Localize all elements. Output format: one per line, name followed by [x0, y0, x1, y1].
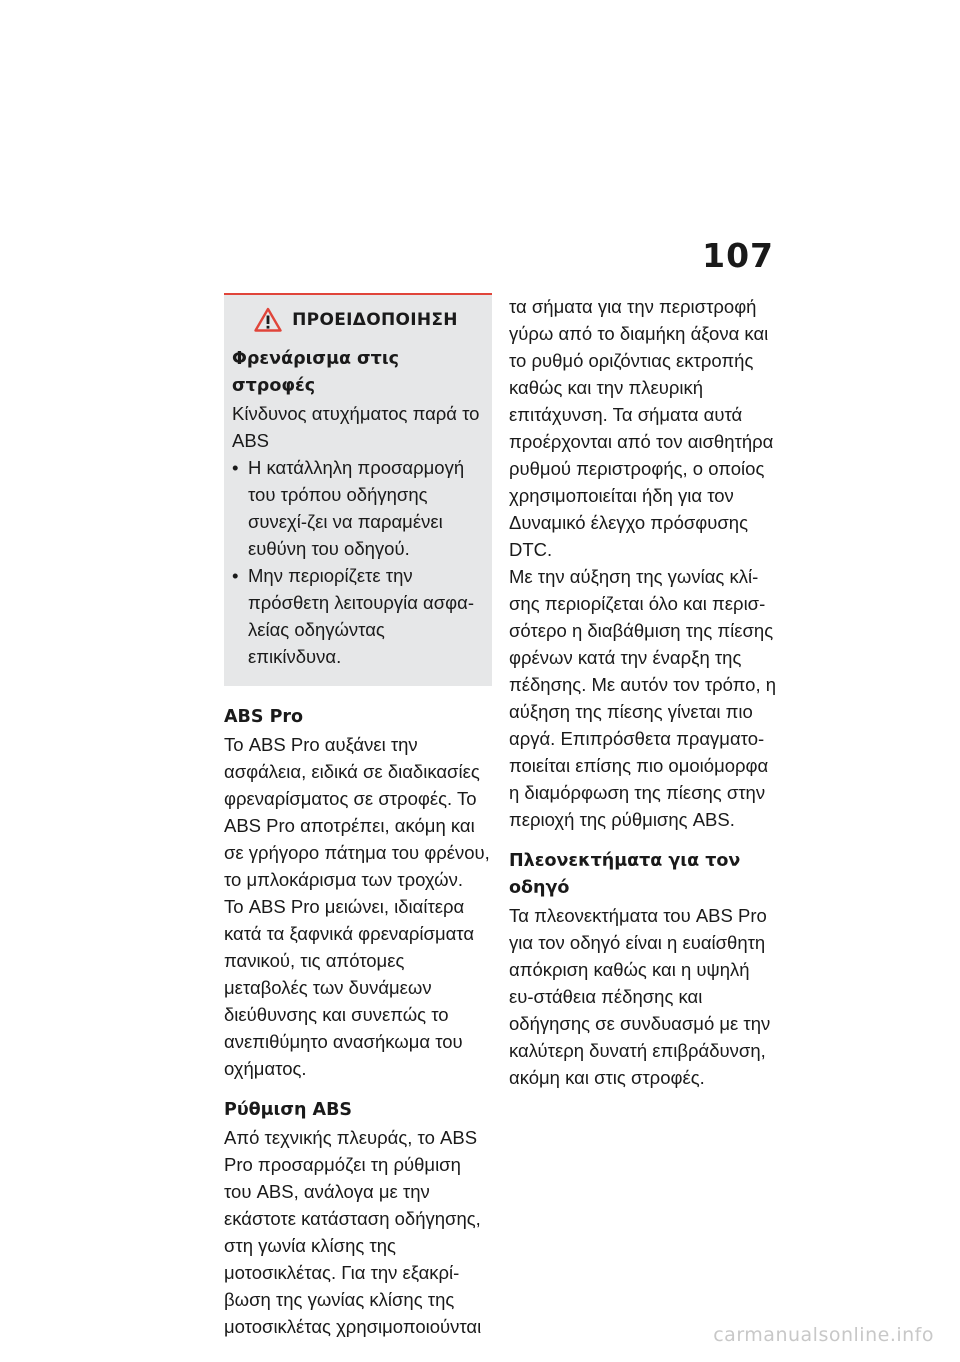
abs-setting-paragraph: Με την αύξηση της γωνίας κλί-σης περιορίζεται όλο και περισ-σότερο η διαβάθμιση της πίεσης φρένων κατά την έναρξη της πέδησης. Με αυτόν τον τρόπο, η αύξηση της πίεσης γίνεται πιο αργά. Επιπρόσθετα πραγματο-ποιείται επίσης πιο ομοιόμορφα η διαμόρφωση της πίεσης στην περιοχή της ρύθμισης ABS. [509, 566, 777, 830]
section-heading-advantages: Πλεονεκτήματα για τον οδηγό [509, 851, 741, 898]
warning-subtitle: Φρενάρισμα στις στροφές [232, 349, 400, 396]
abs-setting-paragraph: Από τεχνικής πλευράς, το ABS Pro προσαρμόζει τη ρύθμιση του ABS, ανάλογα με την εκάστοτε κατάσταση οδήγησης, στη γωνία κλίσης της μοτοσικλέτας. Για την εξακρί-βωση της γωνίας κλίσης της μοτοσικλέτας χρησιμοποιούνται [224, 1127, 482, 1337]
warning-bullet: • Μην περιορίζετε την πρόσθετη λειτουργία ασφα-λείας οδηγώντας επικίνδυνα. [232, 562, 480, 670]
abs-pro-paragraph: Το ABS Pro αυξάνει την ασφάλεια, ειδικά σε διαδικασίες φρεναρίσματος σε στροφές. Το ABS Pro αποτρέπει, ακόμη και σε γρήγορο πάτημα του φρένου, το μπλοκάρισμα των τροχών. [224, 734, 490, 890]
warning-title: ΠΡΟΕΙΔΟΠΟΙΗΣΗ [292, 309, 458, 330]
section-heading-abs-pro: ABS Pro [224, 707, 304, 727]
watermark: carmanualsonline.info [713, 1324, 934, 1346]
warning-bullet: • Η κατάλληλη προσαρμογή του τρόπου οδήγησης συνεχί-ζει να παραμένει ευθύνη του οδηγού. [232, 454, 480, 562]
warning-text: Κίνδυνος ατυχήματος παρά το ABS [232, 403, 480, 451]
page-number: 107 [702, 236, 774, 275]
warning-bullet-list [232, 454, 480, 670]
section-heading-abs-setting: Ρύθμιση ABS [224, 1100, 353, 1120]
advantages-paragraph: Τα πλεονεκτήματα του ABS Pro για τον οδηγό είναι η ευαίσθητη απόκριση καθώς και η υψηλή ευ-στάθεια πέδησης και οδήγησης σε συνδυασμό με την καλύτερη δυνατή επιβράδυνση, ακόμη και στις στροφές. [509, 905, 771, 1088]
left-column [224, 293, 492, 1340]
warning-triangle-icon [254, 307, 282, 332]
warning-header [232, 307, 480, 332]
right-column [509, 293, 779, 1091]
warning-box [224, 293, 492, 686]
abs-pro-paragraph: Το ABS Pro μειώνει, ιδιαίτερα κατά τα ξαφνικά φρεναρίσματα πανικού, τις απότομες μεταβολές των δυνάμεων διεύθυνσης και συνεπώς το ανεπιθύμητο ανασήκωμα του οχήματος. [224, 896, 475, 1079]
abs-setting-paragraph: τα σήματα για την περιστροφή γύρω από το διαμήκη άξονα και το ρυθμό οριζόντιας εκτροπής καθώς και την πλευρική επιτάχυνση. Τα σήματα αυτά προέρχονται από τον αισθητήρα ρυθμού περιστροφής, ο οποίος χρησιμοποιείται ήδη για τον Δυναμικό έλεγχο πρόσφυσης DTC. [509, 296, 774, 560]
